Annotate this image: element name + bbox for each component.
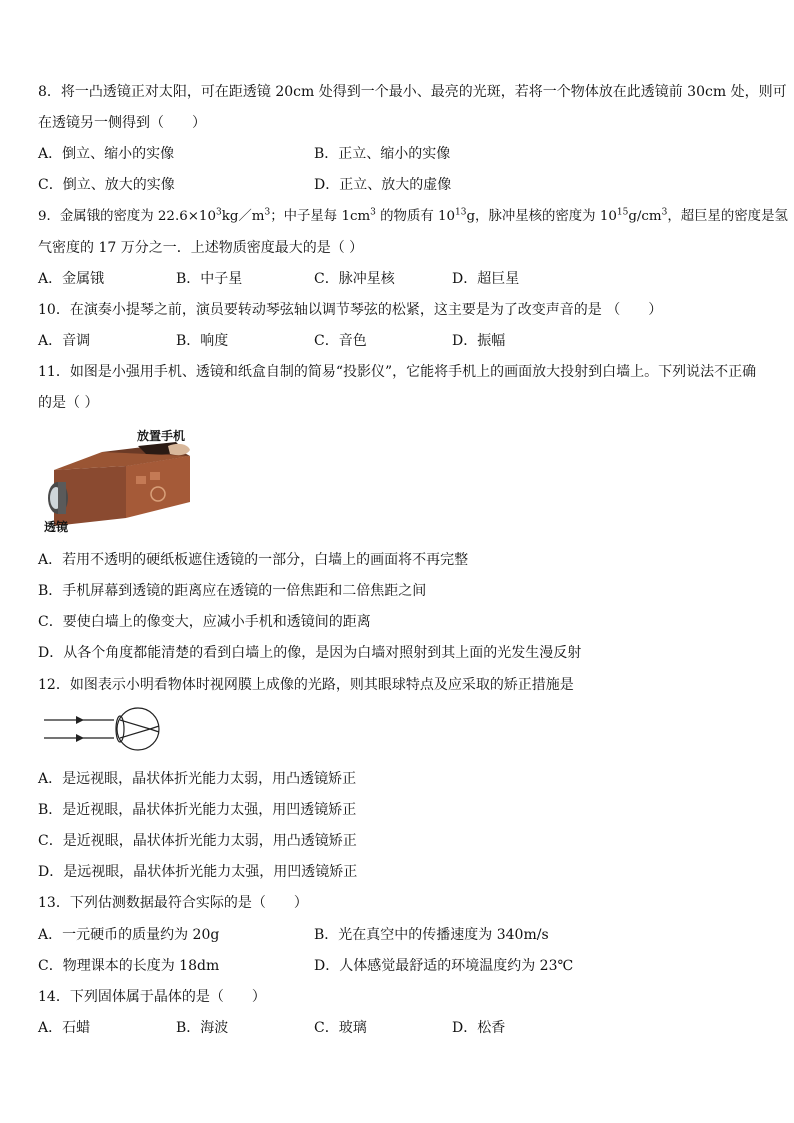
q13-option-b: B．光在真空中的传播速度为 340m/s <box>314 927 549 943</box>
q13-option-a: A．一元硬币的质量约为 20g <box>38 927 220 943</box>
q9-exp-2: 3 <box>264 207 271 218</box>
q13-option-d: D．人体感觉最舒适的环境温度约为 23℃ <box>314 958 574 974</box>
q10-option-c: C．音色 <box>314 333 367 349</box>
q11-option-a: A．若用不透明的硬纸板遮住透镜的一部分，白墙上的画面将不再完整 <box>38 552 469 568</box>
q10-option-a: A．音调 <box>38 333 91 349</box>
box-side-mark <box>150 472 160 480</box>
ray-diverge-lower <box>150 726 159 729</box>
projector-box-figure <box>40 440 200 532</box>
q9-text-1: 9．金属锇的密度为 22.6×10 <box>38 209 216 224</box>
q9-text-7: ，超巨星的密度是氢 <box>667 209 788 224</box>
q12-option-b: B．是近视眼，晶状体折光能力太强，用凹透镜矫正 <box>38 802 357 818</box>
q9-stem-line1 <box>38 207 788 227</box>
q9-exp-3: 3 <box>370 207 376 218</box>
q12-option-d: D．是远视眼，晶状体折光能力太强，用凹透镜矫正 <box>38 864 358 880</box>
q9-exp-5: 15 <box>616 207 629 218</box>
q9-exp-1: 3 <box>215 207 222 218</box>
ray-arrow-upper <box>76 716 84 724</box>
q8-stem-line1: 8．将一凸透镜正对太阳，可在距透镜 20cm 处得到一个最小、最亮的光斑，若将一个物体放在此透镜前 30cm 处，则可 <box>38 84 787 100</box>
q9-option-c: C．脉冲星核 <box>314 271 395 287</box>
q9-text-2: kg／m <box>221 209 265 224</box>
q9-option-d: D．超巨星 <box>452 271 520 287</box>
q9-text-4: 的物质有 10 <box>375 209 456 224</box>
q8-stem-line2: 在透镜另一侧得到（ ） <box>38 115 206 131</box>
q11-option-d: D．从各个角度都能清楚的看到白墙上的像，是因为白墙对照射到其上面的光发生漫反射 <box>38 645 582 661</box>
q8-option-c: C．倒立、放大的实像 <box>38 177 175 193</box>
q11-stem-line1: 11．如图是小强用手机、透镜和纸盒自制的简易“投影仪”，它能将手机上的画面放大投射到白墙上。下列说法不正确 <box>38 364 757 380</box>
q9-exp-6: 3 <box>661 207 668 218</box>
q12-option-a: A．是远视眼，晶状体折光能力太弱，用凸透镜矫正 <box>38 771 357 787</box>
q9-text-3: ；中子星每 1cm <box>270 209 371 224</box>
q11-option-c: C．要使白墙上的像变大，应减小手机和透镜间的距离 <box>38 614 371 630</box>
q9-exp-4: 13 <box>455 207 467 218</box>
q12-option-c: C．是近视眼，晶状体折光能力太弱，用凸透镜矫正 <box>38 833 357 849</box>
q11-stem-line2: 的是（ ） <box>38 395 99 411</box>
q9-option-b: B．中子星 <box>176 271 243 287</box>
hand-shape <box>168 444 190 455</box>
ray-arrow-lower <box>76 734 84 742</box>
q13-option-c: C．物理课本的长度为 18dm <box>38 958 220 974</box>
q14-option-d: D．松香 <box>452 1020 506 1036</box>
q8-option-d: D．正立、放大的虚像 <box>314 177 452 193</box>
q8-option-b: B．正立、缩小的实像 <box>314 146 451 162</box>
q14-option-b: B．海波 <box>176 1020 229 1036</box>
q9-text-5: g，脉冲星核的密度为 10 <box>466 209 617 224</box>
q9-text-6: g/cm <box>628 209 662 224</box>
q9-stem-line2: 气密度的 17 万分之一．上述物质密度最大的是（ ） <box>38 240 364 256</box>
q10-option-d: D．振幅 <box>452 333 506 349</box>
box-side-mark <box>136 476 146 484</box>
q14-option-c: C．玻璃 <box>314 1020 367 1036</box>
ray-diverge-upper <box>150 729 159 732</box>
eye-ray-diagram <box>40 706 180 752</box>
q8-option-a: A．倒立、缩小的实像 <box>38 146 175 162</box>
q11-figure-label-phone: 放置手机 <box>137 429 186 443</box>
lens-barrel <box>58 482 66 514</box>
q14-option-a: A．石蜡 <box>38 1020 91 1036</box>
q9-option-a: A．金属锇 <box>38 271 105 287</box>
q13-stem: 13．下列估测数据最符合实际的是（ ） <box>38 895 308 911</box>
eyeball-outline <box>117 708 159 750</box>
q12-stem: 12．如图表示小明看物体时视网膜上成像的光路，则其眼球特点及应采取的矫正措施是 <box>38 677 574 693</box>
q10-stem: 10．在演奏小提琴之前，演员要转动琴弦轴以调节琴弦的松紧，这主要是为了改变声音的是 （ ） <box>38 302 663 318</box>
q11-figure-label-lens: 透镜 <box>44 520 69 534</box>
q10-option-b: B．响度 <box>176 333 229 349</box>
q14-stem: 14．下列固体属于晶体的是（ ） <box>38 989 266 1005</box>
q11-option-b: B．手机屏幕到透镜的距离应在透镜的一倍焦距和二倍焦距之间 <box>38 583 427 599</box>
